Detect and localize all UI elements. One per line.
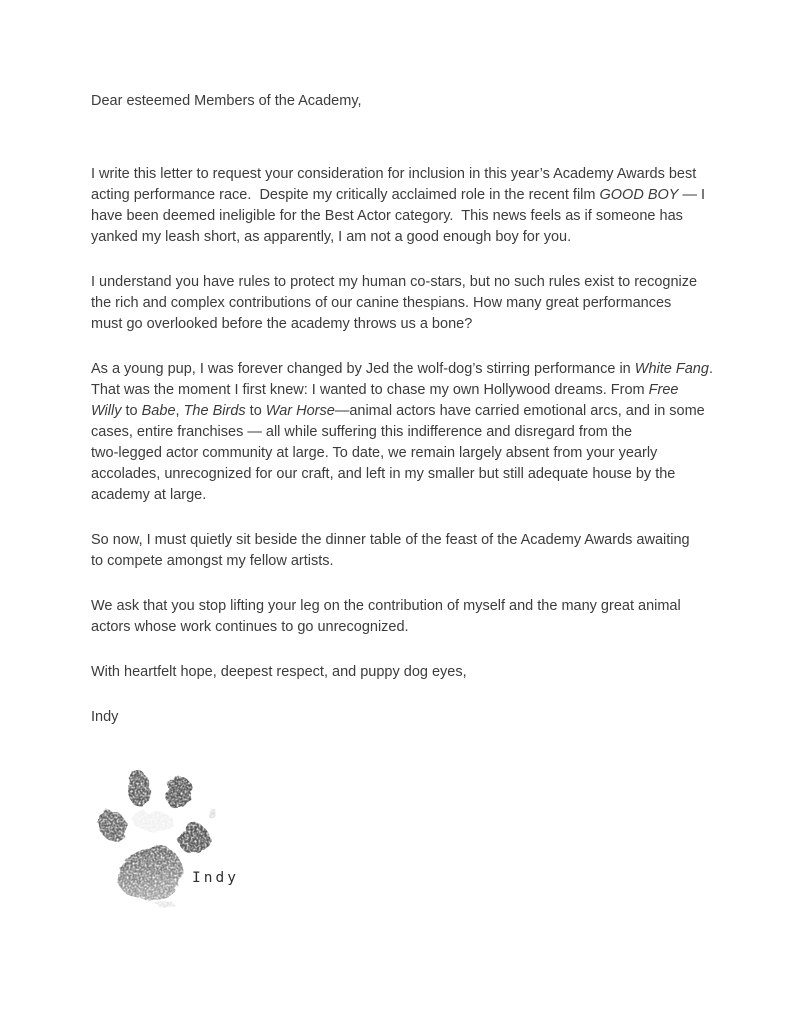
paragraph (91, 530, 721, 572)
paragraph-line (91, 293, 721, 314)
paragraph-line (91, 596, 721, 617)
italic-text-run: The Birds (183, 403, 246, 419)
paragraph-line (91, 443, 721, 464)
text-run: to (121, 403, 142, 419)
text-run: . (708, 361, 713, 377)
signature-name: Indy (91, 709, 119, 725)
text-run: the rich and complex contributions of our canine thespians. How many great performances (91, 295, 672, 311)
paw-ink-smudge (133, 811, 173, 831)
salutation: Dear esteemed Members of the Academy, (91, 93, 362, 109)
text-run: academy at large. (91, 487, 207, 503)
text-run: , (175, 403, 184, 419)
text-run: — I (678, 187, 706, 203)
paragraph-line (91, 314, 721, 335)
text-run: As a young pup, I was forever changed by Jed the wolf-dog’s stirring performance in (91, 361, 635, 377)
text-run: We ask that you stop lifting your leg on the contribution of myself and the many great animal (91, 598, 681, 614)
paragraph-line (91, 380, 721, 401)
paw-toe-pad (175, 820, 212, 858)
paragraph-line (91, 359, 721, 380)
text-run: actors whose work continues to go unrecognized. (91, 619, 409, 635)
paw-toe-pad (92, 805, 134, 848)
text-run: to compete amongst my fellow artists. (91, 553, 334, 569)
paw-ink-smudge (208, 807, 216, 819)
paragraph-line (91, 551, 721, 572)
paw-ink-smudge (156, 901, 174, 907)
paw-toe-pad (125, 769, 153, 810)
paw-toe-pad (163, 774, 194, 811)
paragraph (91, 272, 721, 335)
paragraph-line (91, 185, 721, 206)
paw-main-pad (117, 846, 182, 900)
paragraph (91, 164, 721, 248)
text-run: That was the moment I first knew: I wanted to chase my own Hollywood dreams. From (91, 382, 649, 398)
text-run: yanked my leash short, as apparently, I am not a good enough boy for you. (91, 229, 572, 245)
paragraph-line (91, 530, 721, 551)
text-run: —animal actors have carried emotional arcs, and in some (334, 403, 705, 419)
paragraph-line (91, 164, 721, 185)
paragraph (91, 596, 721, 638)
text-run: have been deemed ineligible for the Best Actor category. This news feels as if someone has (91, 208, 683, 224)
paragraph-line (91, 464, 721, 485)
italic-text-run: Babe (141, 403, 176, 419)
paw-print-caption: Indy (192, 870, 239, 886)
text-run: I understand you have rules to protect my human co-stars, but no such rules exist to recognize (91, 274, 698, 290)
italic-text-run: White Fang (634, 361, 709, 377)
text-run: So now, I must quietly sit beside the dinner table of the feast of the Academy Awards awaiting (91, 532, 690, 548)
paragraph-line (91, 617, 721, 638)
paragraph-line (91, 422, 721, 443)
paw-print-block (89, 752, 269, 912)
text-run: accolades, unrecognized for our craft, and left in my smaller but still adequate house by the (91, 466, 676, 482)
italic-text-run: GOOD BOY (599, 187, 679, 203)
text-run: acting performance race. Despite my critically acclaimed role in the recent film (91, 187, 600, 203)
text-run: cases, entire franchises — all while suffering this indifference and disregard from the (91, 424, 633, 440)
paragraph-line (91, 206, 721, 227)
italic-text-run: Free (648, 382, 679, 398)
text-run: two-legged actor community at large. To date, we remain largely absent from your yearly (91, 445, 658, 461)
paragraph-line (91, 227, 721, 248)
text-run: must go overlooked before the academy throws us a bone? (91, 316, 473, 332)
paw-print-image (89, 752, 264, 912)
paragraph (91, 359, 721, 506)
italic-text-run: War Horse (265, 403, 335, 419)
italic-text-run: Willy (91, 403, 122, 419)
paragraph-line (91, 272, 721, 293)
closing-line: With heartfelt hope, deepest respect, and puppy dog eyes, (91, 664, 467, 680)
paragraph-line (91, 401, 721, 422)
paw-print-stamp (92, 769, 216, 907)
text-run: I write this letter to request your consideration for inclusion in this year’s Academy Awards best (91, 166, 697, 182)
paragraph-line (91, 485, 721, 506)
letter-body (91, 164, 721, 638)
text-run: to (245, 403, 266, 419)
